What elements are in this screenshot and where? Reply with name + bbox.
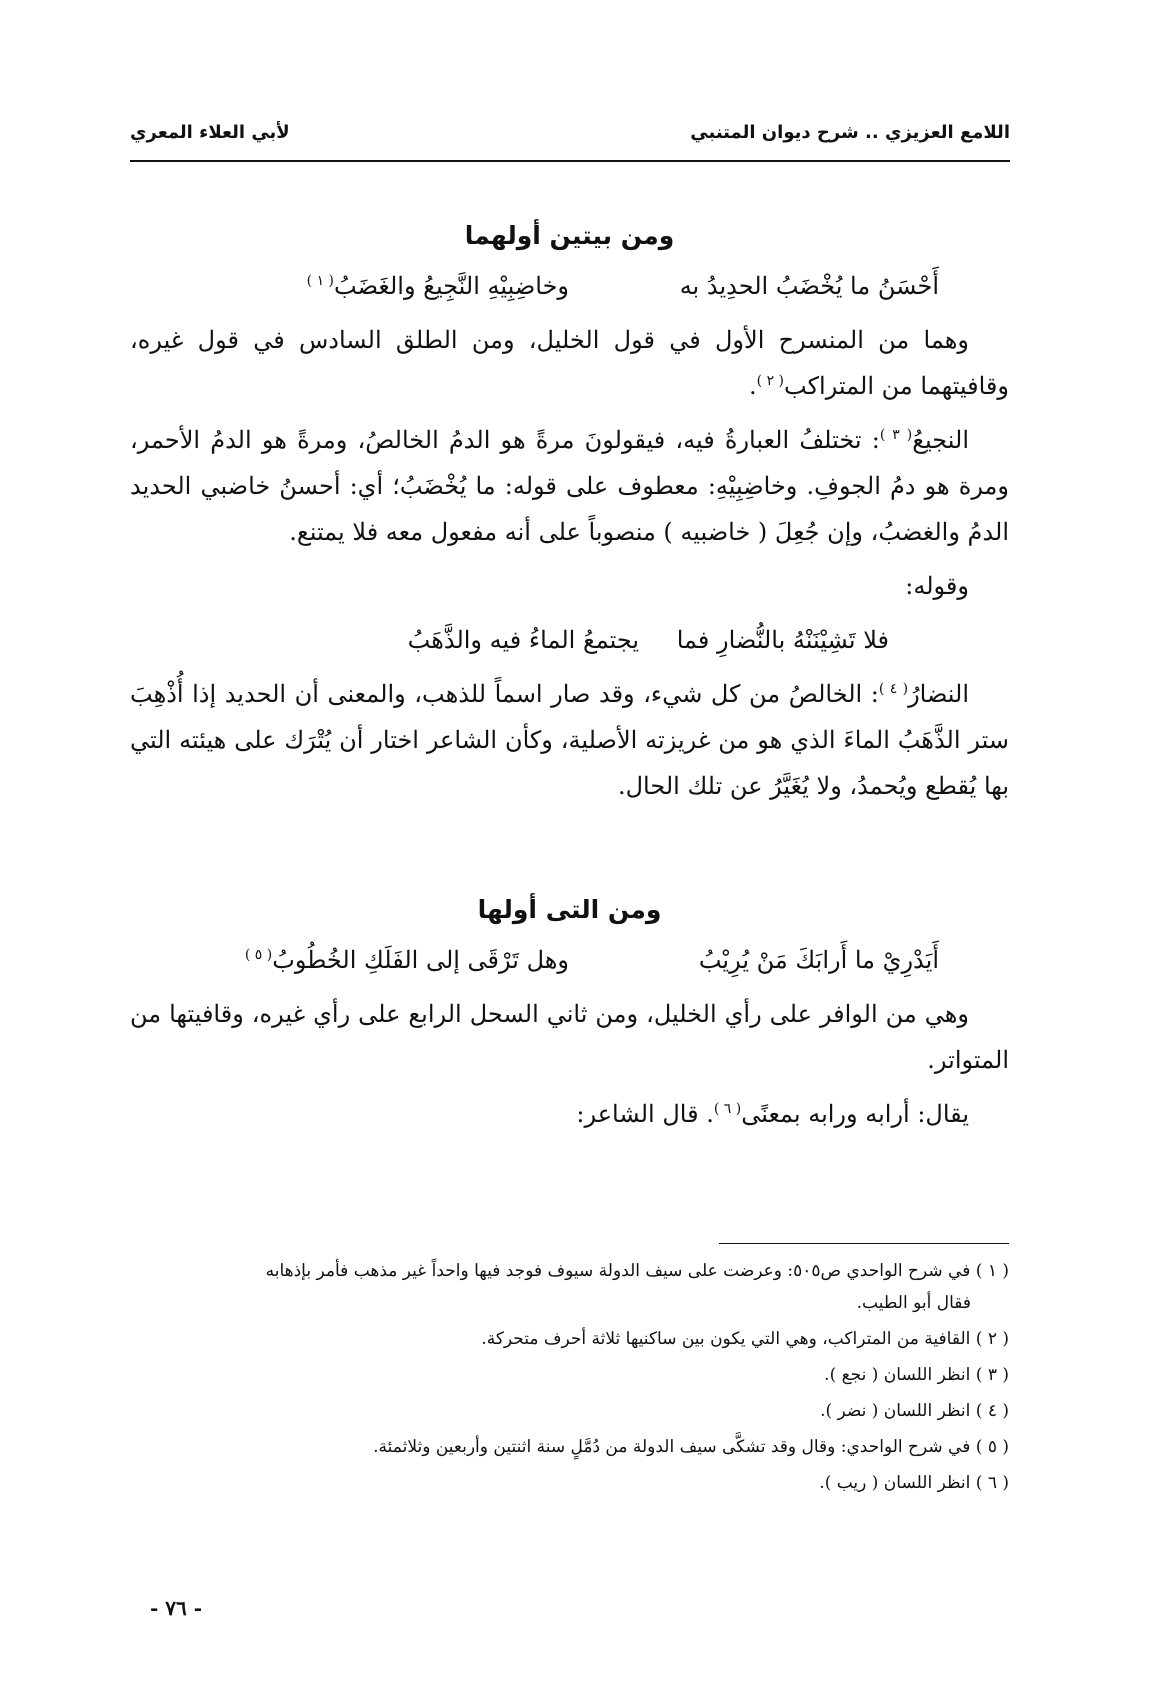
footnote-ref-5: ( ٥ ) — [244, 947, 273, 963]
running-header — [130, 118, 1010, 158]
verse-1 — [130, 263, 1009, 309]
footnote-3: ( ٣ ) انظر اللسان ( نجع ). — [824, 1365, 1009, 1385]
footnote-1: ( ١ ) في شرح الواحدي ص٥٠٥: وعرضت على سيف الدولة سيوف فوجد فيها واحداً غير مذهب فأمر بإذهابه فقال أبو الطيب. — [265, 1261, 1009, 1313]
verse-2-hemistich-2: يجتمعُ الماءُ فيه والذَّهَبُ — [407, 626, 639, 654]
paragraph-qawluh: وقوله: — [905, 572, 969, 600]
section-heading-1: ومن بيتين أولهما — [464, 221, 675, 250]
page-number: - ٧٦ - — [150, 1596, 203, 1620]
section-heading-2: ومن التى أولها — [477, 895, 662, 924]
footnote-ref-4: ( ٤ ) — [878, 681, 909, 697]
footnote-ref-3: ( ٣ ) — [879, 427, 913, 443]
footnote-ref-6: ( ٦ ) — [713, 1101, 742, 1117]
verse-3 — [130, 937, 1009, 983]
footnote-rule — [719, 1243, 1009, 1244]
header-rule — [130, 160, 1010, 162]
footnotes — [130, 1255, 1009, 1503]
header-author: لأبي العلاء المعري — [130, 122, 290, 143]
paragraph-najee: النجيعُ$^{( ٣ )}$: تختلفُ العبارةُ فيه، فيقولونَ مرةً هو الدمُ الخالصُ، ومرةً هو الدمُ الأحمر، ومرة هو دمُ الجوفِ. وخاضِبِيْهِ: معطوف على قوله: ما يُخْضَبُ؛ أي: أحسنُ خاضبي الحديد الدمُ والغضبُ، وإن جُعِلَ ( خاضبيه ) منصوباً على أنه مفعول معه فلا يمتنع. — [130, 426, 1009, 546]
footnote-ref-1: ( ١ ) — [306, 273, 335, 289]
verse-2 — [130, 617, 1009, 663]
verse-1-hemistich-1: أَحْسَنُ ما يُخْضَبُ الحدِيدُ به — [679, 272, 939, 300]
paragraph-meter-2: وهي من الوافر على رأي الخليل، ومن ثاني السحل الرابع على رأي غيره، وقافيتها من المتواتر. — [130, 1000, 1009, 1074]
paragraph-meter-1: وهما من المنسرح الأول في قول الخليل، ومن الطلق السادس في قول غيره، وقافيتهما من المتراكب$^{( ٢ )}$. — [130, 326, 1009, 400]
verse-3-hemistich-2: وهل تَرْقَى إلى الفَلَكِ الخُطُوبُ$^{( ٥ )}$ — [244, 946, 569, 974]
paragraph-nudar: النضارُ$^{( ٤ )}$: الخالصُ من كل شيء، وقد صار اسماً للذهب، والمعنى أن الحديد إذا أُذْهِبَ ستر الذَّهَبُ الماءَ الذي هو من غريزته الأصلية، وكأن الشاعر اختار أن يُتْرَك على هيئته التي بها يُقطع ويُحمدُ، ولا يُغَيَّرُ عن تلك الحال. — [130, 680, 1009, 800]
header-book-title: اللامع العزيزي .. شرح ديوان المتنبي — [690, 122, 1010, 143]
footnote-2: ( ٢ ) القافية من المتراكب، وهي التي يكون بين ساكنيها ثلاثة أحرف متحركة. — [481, 1329, 1009, 1349]
verse-1-hemistich-2: وخاضِبِيْهِ النَّجِيعُ والغَضَبُ$^{( ١ )}$ — [306, 272, 569, 300]
footnote-ref-2: ( ٢ ) — [756, 373, 785, 389]
footnote-5: ( ٥ ) في شرح الواحدي: وقال وقد تشكَّى سيف الدولة من دُمَّلٍ سنة اثنتين وأربعين وثلاثمئة. — [373, 1437, 1009, 1457]
main-text — [130, 205, 1009, 1145]
footnote-4: ( ٤ ) انظر اللسان ( نضر ). — [820, 1401, 1009, 1421]
verse-3-hemistich-1: أَيَدْرِيْ ما أَرابَكَ مَنْ يُرِيْبُ — [698, 946, 939, 974]
footnote-6: ( ٦ ) انظر اللسان ( ريب ). — [819, 1473, 1009, 1493]
paragraph-yuqal: يقال: أرابه ورابه بمعنًى$^{( ٦ )}$. قال الشاعر: — [576, 1100, 969, 1128]
verse-2-hemistich-1: فلا تَشِيْنَنْهُ بالنُّضارِ فما — [676, 626, 889, 654]
